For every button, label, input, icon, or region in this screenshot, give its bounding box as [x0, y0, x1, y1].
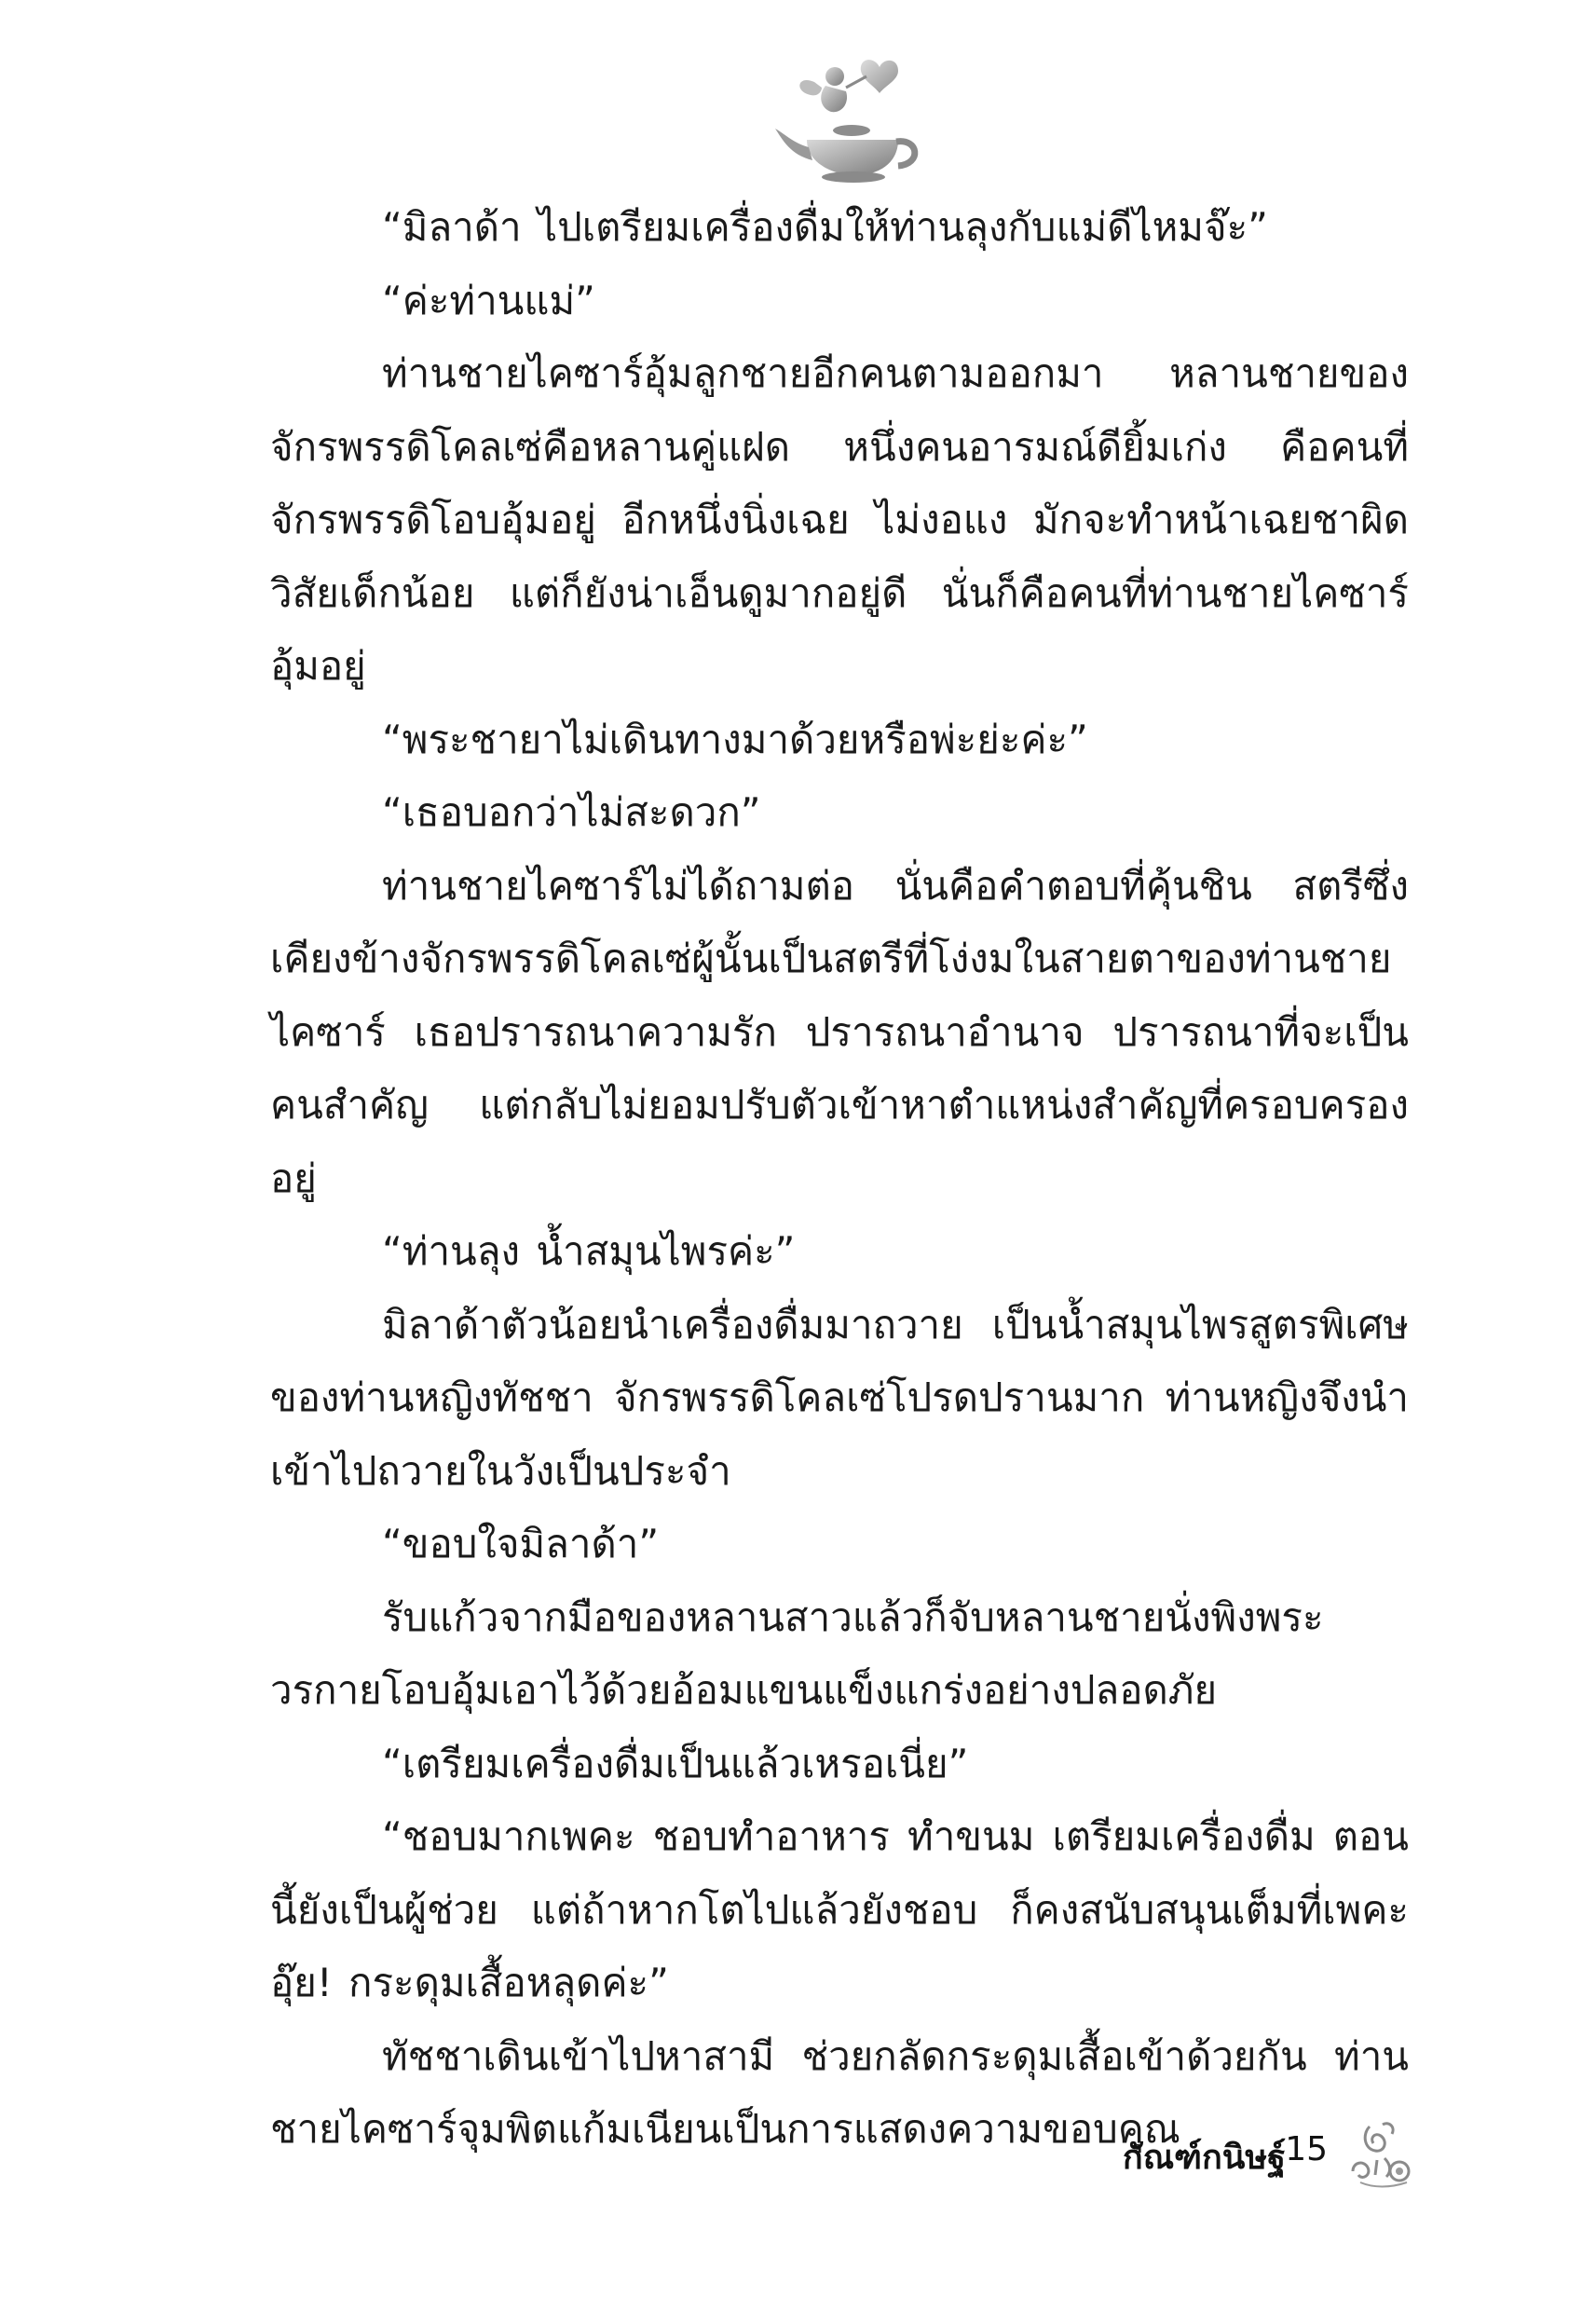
paragraph: “ท่านลุง น้ำสมุนไพรค่ะ”	[382, 1228, 796, 1274]
paragraph: “มิลาด้า ไปเตรียมเครื่องดื่มให้ท่านลุงกับแม่ดีไหมจ๊ะ”	[382, 204, 1268, 250]
teapot-cupid-ornament-icon	[770, 54, 928, 203]
book-title: กัณฑ์กนิษฐ์	[1122, 2139, 1286, 2177]
page-body	[270, 191, 1409, 2167]
swirl-ornament-icon	[1342, 2117, 1416, 2192]
paragraph: ทัชชาเดินเข้าไปหาสามี ช่วยกลัดกระดุมเสื้อเข้าด้วยกัน ท่านชายไคซาร์จุมพิตแก้มเนียนเป็นการแสดงความขอบคุณ	[270, 2032, 1409, 2152]
paragraph: มิลาด้าตัวน้อยนำเครื่องดื่มมาถวาย เป็นน้ำสมุนไพรสูตรพิเศษของท่านหญิงทัชชา จักรพรรดิโคลเซ่โปรดปรานมาก ท่านหญิงจึงนำเข้าไปถวายในวังเป็นประจำ	[270, 1301, 1409, 1494]
paragraph: ท่านชายไคซาร์อุ้มลูกชายอีกคนตามออกมา หลานชายของจักรพรรดิโคลเซ่คือหลานคู่แฝด หนึ่งคนอารมณ์ดียิ้มเก่ง คือคนที่จักรพรรดิโอบอุ้มอยู่ อีกหนึ่งนิ่งเฉย ไม่งอแง มักจะทำหน้าเฉยชาผิดวิสัยเด็กน้อย แต่ก็ยังน่าเอ็นดูมากอยู่ดี นั่นก็คือคนที่ท่านชายไคซาร์อุ้มอยู่	[270, 350, 1409, 689]
paragraph: ท่านชายไคซาร์ไม่ได้ถามต่อ นั่นคือคำตอบที่คุ้นชิน สตรีซึ่งเคียงข้างจักรพรรดิโคลเซ่ผู้นั้นเป็นสตรีที่โง่งมในสายตาของท่านชายไคซาร์ เธอปรารถนาความรัก ปรารถนาอำนาจ ปรารถนาที่จะเป็นคนสำคัญ แต่กลับไม่ยอมปรับตัวเข้าหาตำแหน่งสำคัญที่ครอบครองอยู่	[270, 862, 1409, 1201]
paragraph: “ขอบใจมิลาด้า”	[382, 1521, 660, 1566]
paragraph: “พระชายาไม่เดินทางมาด้วยหรือพ่ะย่ะค่ะ”	[382, 716, 1088, 762]
paragraph: รับแก้วจากมือของหลานสาวแล้วก็จับหลานชายนั่งพิงพระวรกายโอบอุ้มเอาไว้ด้วยอ้อมแขนแข็งแกร่งอย่างปลอดภัย	[270, 1593, 1324, 1713]
paragraph: “ค่ะท่านแม่”	[382, 277, 595, 323]
page-footer	[1025, 2117, 1416, 2201]
page-number: 15	[1285, 2130, 1328, 2168]
paragraph: “เตรียมเครื่องดื่มเป็นแล้วเหรอเนี่ย”	[382, 1740, 969, 1786]
paragraph: “เธอบอกว่าไม่สะดวก”	[382, 789, 761, 835]
paragraph: “ชอบมากเพคะ ชอบทำอาหาร ทำขนม เตรียมเครื่องดื่ม ตอนนี้ยังเป็นผู้ช่วย แต่ถ้าหากโตไปแล้วยังชอบ ก็คงสนับสนุนเต็มที่เพคะ อุ๊ย! กระดุมเสื้อหลุดค่ะ”	[270, 1813, 1409, 2005]
